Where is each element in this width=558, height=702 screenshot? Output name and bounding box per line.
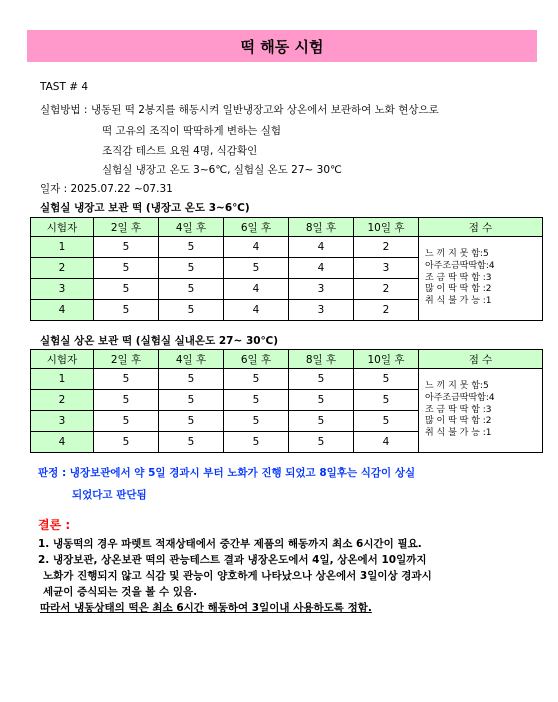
table-cell: 5 [159, 300, 224, 321]
table-cell: 5 [159, 390, 224, 411]
tester-id: 4 [31, 300, 94, 321]
method-line-1: 냉동된 떡 2봉지를 해동시켜 일반냉장고와 상온에서 보관하여 노화 현상으로 [91, 104, 439, 116]
table-cell: 5 [94, 258, 159, 279]
table-cell: 5 [94, 390, 159, 411]
conclusion-line-3: 노화가 진행되지 않고 식감 및 관능이 양호하게 나타났으나 상온에서 3일이상 경과시 [43, 570, 432, 582]
table-row [31, 237, 543, 258]
date-line: 일자 : 2025.07.22 ~07.31 [40, 183, 173, 195]
table-cell: 5 [94, 237, 159, 258]
tester-id: 1 [31, 237, 94, 258]
header-day4: 4일 후 [159, 218, 224, 237]
header-day6: 6일 후 [224, 350, 289, 369]
table-cell: 5 [224, 369, 289, 390]
tester-id: 1 [31, 369, 94, 390]
table-header-row [31, 350, 543, 369]
table-cell: 5 [289, 432, 354, 453]
header-tester: 시험자 [31, 350, 94, 369]
table-cell: 5 [159, 237, 224, 258]
header-day10: 10일 후 [354, 350, 419, 369]
conclusion-line-2: 2. 냉장보관, 상온보관 떡의 관능테스트 결과 냉장온도에서 4일, 상온에서 10일까지 [38, 554, 427, 566]
conclusion-label: 결론 : [38, 518, 71, 532]
table-cell: 5 [159, 432, 224, 453]
header-day2: 2일 후 [94, 218, 159, 237]
method-line-2: 떡 고유의 조직이 딱딱하게 변하는 실험 [102, 125, 281, 137]
conclusion-line-4: 세균이 증식되는 것을 볼 수 있음. [43, 586, 198, 598]
header-day2: 2일 후 [94, 350, 159, 369]
table-cell: 5 [354, 411, 419, 432]
scale-item: 많 이 딱 딱 함 :2 [425, 416, 492, 427]
table-cell: 3 [354, 258, 419, 279]
table-cell: 3 [289, 279, 354, 300]
tester-id: 3 [31, 279, 94, 300]
scale-item: 조 금 딱 딱 함 :3 [425, 272, 492, 283]
method-line-3: 조직감 테스트 요원 4명, 식감확인 [102, 145, 258, 157]
table-cell: 5 [94, 432, 159, 453]
table-cell: 5 [224, 390, 289, 411]
table-cell: 5 [224, 258, 289, 279]
score-scale [419, 369, 543, 453]
scale-item: 아주조금딱딱함:4 [425, 260, 495, 271]
table-cell: 4 [354, 432, 419, 453]
scale-item: 취 식 불 가 능 :1 [425, 428, 492, 439]
scale-item: 조 금 딱 딱 함 :3 [425, 404, 492, 415]
judgment-line-2: 되었다고 판단됨 [72, 489, 147, 501]
fridge-storage-table [30, 217, 543, 321]
header-day10: 10일 후 [354, 218, 419, 237]
table-cell: 5 [354, 369, 419, 390]
room-temp-storage-table [30, 349, 543, 453]
table-cell: 5 [159, 411, 224, 432]
scale-item: 취 식 불 가 능 :1 [425, 296, 492, 307]
table-cell: 5 [94, 411, 159, 432]
table-cell: 4 [224, 237, 289, 258]
header-day8: 8일 후 [289, 350, 354, 369]
test-number: TAST # 4 [40, 81, 89, 93]
method-label: 실험방법 : [40, 104, 88, 116]
table-cell: 5 [94, 369, 159, 390]
table-cell: 4 [289, 258, 354, 279]
header-score: 점 수 [419, 350, 543, 369]
table-cell: 5 [289, 411, 354, 432]
table-cell: 5 [159, 279, 224, 300]
tester-id: 2 [31, 258, 94, 279]
document-title: 떡 해동 시험 [27, 30, 537, 62]
scale-item: 아주조금딱딱함:4 [425, 392, 495, 403]
header-day8: 8일 후 [289, 218, 354, 237]
table-row [31, 369, 543, 390]
method-line-4: 실험실 냉장고 온도 3~6℃, 실험실 온도 27~ 30℃ [102, 164, 342, 176]
tester-id: 3 [31, 411, 94, 432]
table-cell: 5 [289, 369, 354, 390]
header-day6: 6일 후 [224, 218, 289, 237]
scale-item: 많 이 딱 딱 함 :2 [425, 284, 492, 295]
table-cell: 4 [224, 279, 289, 300]
header-score: 점 수 [419, 218, 543, 237]
table-cell: 5 [289, 390, 354, 411]
table-cell: 2 [354, 300, 419, 321]
table-header-row [31, 218, 543, 237]
table-cell: 3 [289, 300, 354, 321]
table-cell: 5 [354, 390, 419, 411]
table-cell: 2 [354, 279, 419, 300]
conclusion-line-5: 따라서 냉동상태의 떡은 최소 6시간 해동하여 3일이내 사용하도록 정함. [40, 602, 372, 614]
table-cell: 5 [159, 369, 224, 390]
table-cell: 4 [289, 237, 354, 258]
tester-id: 2 [31, 390, 94, 411]
table-cell: 5 [224, 411, 289, 432]
table-cell: 4 [224, 300, 289, 321]
scale-item: 느 끼 지 못 함:5 [425, 249, 489, 259]
judgment-line-1: 판정 : 냉장보관에서 약 5일 경과시 부터 노화가 진행 되었고 8일후는 식감이 상실 [38, 467, 416, 479]
header-day4: 4일 후 [159, 350, 224, 369]
header-tester: 시험자 [31, 218, 94, 237]
table-cell: 5 [94, 300, 159, 321]
table-cell: 5 [224, 432, 289, 453]
tester-id: 4 [31, 432, 94, 453]
score-scale [419, 237, 543, 321]
table2-caption: 실험실 상온 보관 떡 (실험실 실내온도 27~ 30℃) [40, 335, 279, 347]
conclusion-line-1: 1. 냉동떡의 경우 파렛트 적재상태에서 중간부 제품의 해동까지 최소 6시간이 필요. [38, 538, 422, 550]
table-cell: 5 [159, 258, 224, 279]
table-cell: 2 [354, 237, 419, 258]
table1-caption: 실험실 냉장고 보관 떡 (냉장고 온도 3~6℃) [40, 202, 250, 214]
scale-item: 느 끼 지 못 함:5 [425, 381, 489, 391]
table-cell: 5 [94, 279, 159, 300]
